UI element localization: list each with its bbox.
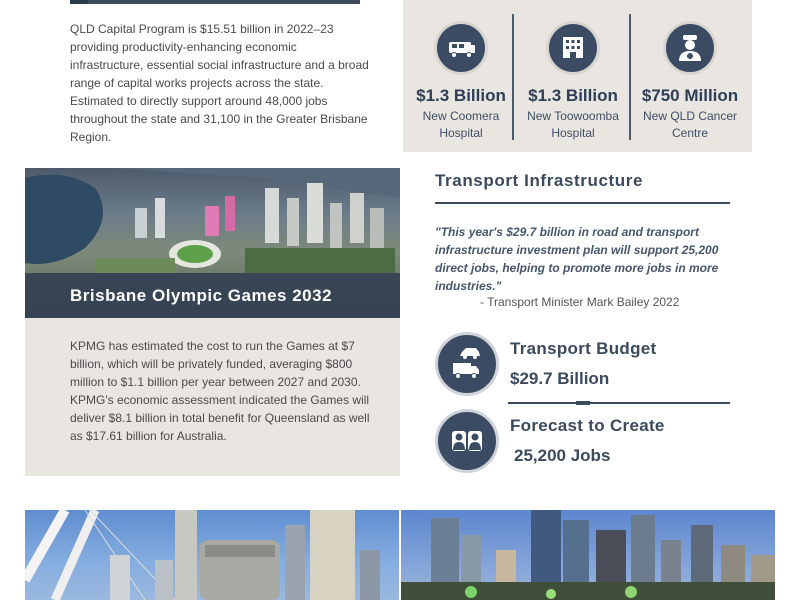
- olympic-cost-text: KPMG has estimated the cost to run the Games at $7 billion, which will be privately funded, averaging $800 million to $1.1 billion per year between 2027 and 2030. KPMG's economic assessment indicated the Games will deliver $8.1 billion in total benefit for Queensland as well as $17.61 billion for Australia.: [70, 339, 370, 443]
- top-divider: [70, 0, 360, 4]
- hospital-investments-panel: [403, 0, 752, 152]
- column-divider: [512, 14, 514, 140]
- quote-attribution: - Transport Minister Mark Bailey 2022: [480, 295, 680, 309]
- brisbane-skyline-photo: [401, 510, 775, 600]
- capital-program-text: QLD Capital Program is $15.51 billion in 2022–23 providing productivity-enhancing economic infrastructure, essential social infrastructure and a broad range of capital works projects across the state. Estimated to directly support around 48,000 jobs throughout the state and 31,100 in the Greater Brisbane Region.: [70, 22, 369, 144]
- hospital-card-toowoomba: [515, 0, 631, 152]
- hospital-card-cancer-centre: [632, 0, 748, 152]
- hospital-value: $750 Million: [641, 86, 739, 105]
- ambulance-icon: [434, 21, 488, 75]
- hospital-label: New QLD Cancer Centre: [642, 109, 738, 140]
- forecast-label: Forecast to Create: [510, 416, 665, 435]
- transport-budget-value: $29.7 Billion: [510, 369, 610, 388]
- workers-icon: [435, 409, 499, 473]
- olympic-title: Brisbane Olympic Games 2032: [25, 273, 400, 318]
- transport-heading: Transport Infrastructure: [435, 171, 644, 190]
- olympic-precinct-image: [25, 168, 400, 318]
- hospital-label: New Coomera Hospital: [422, 109, 500, 140]
- hospital-value: $1.3 Billion: [528, 86, 618, 105]
- olympic-info-panel: [25, 318, 400, 476]
- hospital-value: $1.3 Billion: [416, 86, 506, 105]
- transport-divider: [435, 202, 730, 204]
- forecast-value: 25,200 Jobs: [514, 446, 611, 465]
- stat-divider: [508, 402, 730, 404]
- hospital-card-coomera: [403, 0, 519, 152]
- hospital-building-icon: [546, 21, 600, 75]
- vehicles-icon: [435, 332, 499, 396]
- hospital-label: New Toowoomba Hospital: [527, 109, 619, 140]
- brisbane-bridge-photo: [25, 510, 399, 600]
- doctor-icon: [663, 21, 717, 75]
- minister-quote: "This year's $29.7 billion in road and transport infrastructure investment plan will support 25,200 direct jobs, helping to promote more jobs in more industries.": [435, 225, 719, 293]
- transport-budget-label: Transport Budget: [510, 339, 657, 358]
- column-divider: [629, 14, 631, 140]
